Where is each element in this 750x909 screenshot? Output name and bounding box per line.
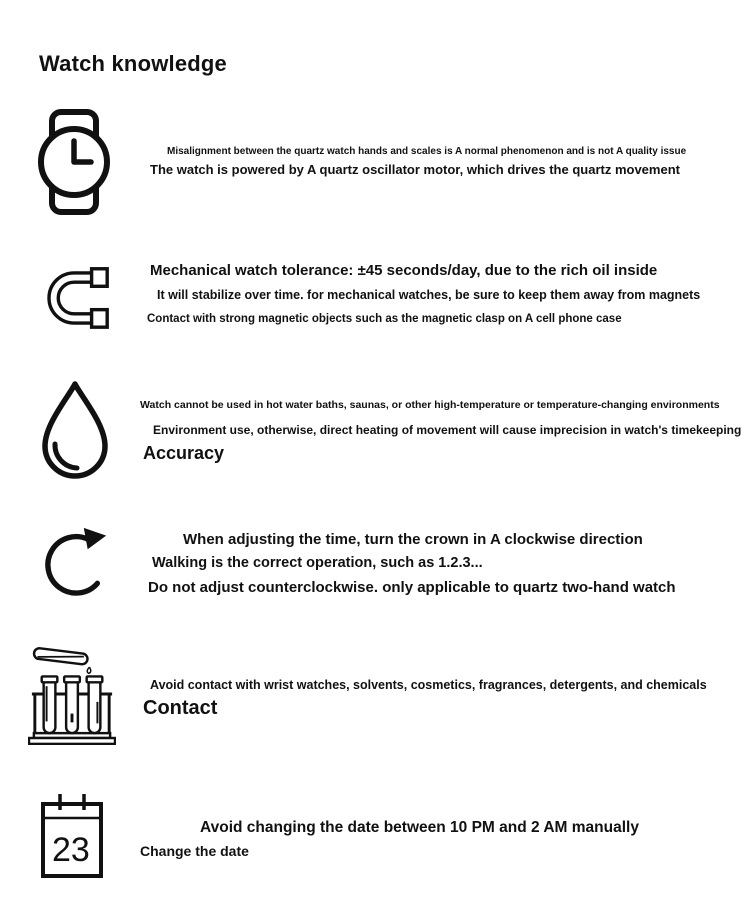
quartz-misalignment-note: Misalignment between the quartz watch hands and scales is A normal phenomenon and is not A quality issue bbox=[167, 146, 687, 157]
accuracy-temperature-note: Watch cannot be used in hot water baths, saunas, or other high-temperature or temperature-changing environments bbox=[140, 399, 720, 411]
page-title: Watch knowledge bbox=[39, 50, 227, 76]
chemical-avoid-note: Avoid contact with wrist watches, solvents, cosmetics, fragrances, detergents, and chemicals bbox=[150, 678, 707, 692]
crown-walking-note: Walking is the correct operation, such as 1.2.3... bbox=[152, 555, 483, 571]
change-date-heading: Change the date bbox=[140, 843, 249, 859]
contact-heading: Contact bbox=[143, 697, 218, 719]
crown-clockwise-note: When adjusting the time, turn the crown in A clockwise direction bbox=[183, 531, 643, 548]
quartz-power-note: The watch is powered by A quartz oscillator motor, which drives the quartz movement bbox=[150, 162, 680, 177]
crown-counterclockwise-note: Do not adjust counterclockwise. only applicable to quartz two-hand watch bbox=[148, 579, 676, 596]
calendar-icon bbox=[40, 791, 104, 879]
magnet-icon bbox=[40, 264, 114, 330]
magnet-contact-note: Contact with strong magnetic objects such as the magnetic clasp on A cell phone case bbox=[147, 313, 622, 325]
test-tubes-icon bbox=[28, 645, 116, 745]
wristwatch-icon bbox=[36, 109, 112, 215]
magnet-stabilize-note: It will stabilize over time. for mechanical watches, be sure to keep them away from magnets bbox=[157, 288, 701, 302]
clockwise-arrow-icon bbox=[40, 519, 112, 601]
magnet-tolerance-note: Mechanical watch tolerance: ±45 seconds/day, due to the rich oil inside bbox=[150, 262, 658, 279]
calendar-day-number: 23 bbox=[52, 831, 90, 869]
accuracy-environment-note: Environment use, otherwise, direct heating of movement will cause imprecision in watch's timekeeping bbox=[153, 423, 742, 437]
water-drop-icon bbox=[36, 380, 114, 480]
date-avoid-note: Avoid changing the date between 10 PM and 2 AM manually bbox=[200, 819, 639, 836]
accuracy-heading: Accuracy bbox=[143, 443, 225, 463]
